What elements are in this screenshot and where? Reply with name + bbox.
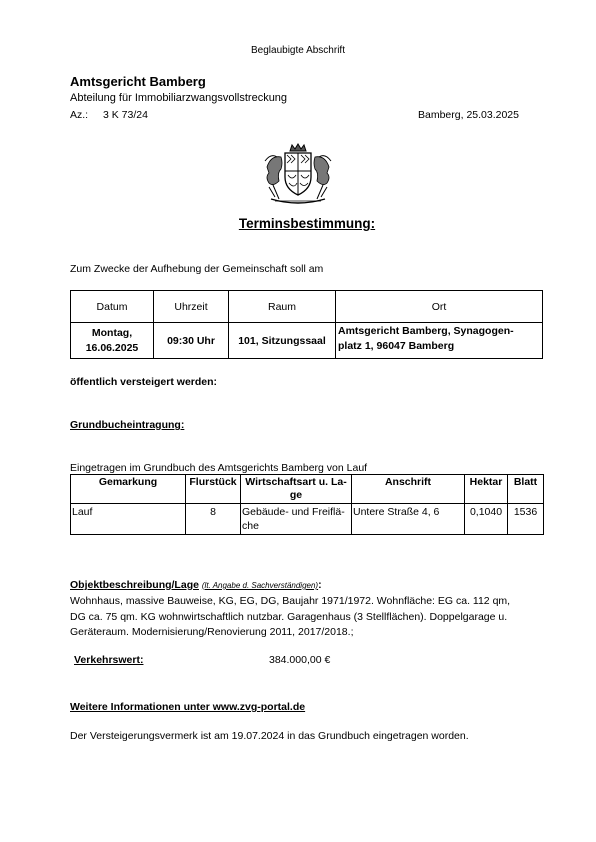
auction-statement: öffentlich versteigert werden: [70, 376, 218, 388]
objekt-heading: Objektbeschreibung/Lage [70, 579, 199, 591]
grundbuch-intro: Eingetragen im Grundbuch des Amtsgerichts Bamberg von Lauf [70, 462, 368, 474]
table-row [71, 504, 544, 535]
case-number-label: Az.: [70, 109, 89, 121]
place-date: Bamberg, 25.03.2025 [418, 109, 519, 121]
grundbuch-header-wirtschaftsart-line1: Wirtschaftsart u. La- [245, 476, 347, 488]
appointment-place [336, 323, 543, 359]
court-name: Amtsgericht Bamberg [70, 74, 206, 89]
objekt-heading-note: (lt. Angabe d. Sachverständigen) [201, 581, 319, 590]
appointment-date-line1: Montag, [91, 326, 133, 339]
objekt-line1: Wohnhaus, massive Bauweise, KG, EG, DG, Baujahr 1971/1972. Wohnfläche: EG ca. 112 qm, [70, 595, 511, 607]
grundbuch-header-wirtschaftsart [241, 475, 352, 504]
objekt-heading-colon: : [318, 579, 322, 591]
verkehrswert-value: 384.000,00 € [269, 654, 331, 666]
bavarian-coat-of-arms-icon [263, 141, 333, 205]
grundbuch-heading: Grundbucheintragung: [70, 419, 185, 431]
grundbuch-header-hektar: Hektar [465, 475, 508, 504]
grundbuch-header-anschrift: Anschrift [352, 475, 465, 504]
grundbuch-header-wirtschaftsart-line2: ge [289, 489, 303, 501]
appointment-header-room: Raum [229, 291, 336, 323]
grundbuch-cell-anschrift: Untere Straße 4, 6 [352, 504, 465, 535]
appointment-place-line2: platz 1, 96047 Bamberg [338, 340, 455, 352]
appointment-header-place: Ort [336, 291, 543, 323]
appointment-room: 101, Sitzungssaal [229, 323, 336, 359]
grundbuch-header-blatt: Blatt [508, 475, 544, 504]
footer-note: Der Versteigerungsvermerk ist am 19.07.2024 in das Grundbuch eingetragen worden. [70, 730, 469, 742]
court-department: Abteilung für Immobiliarzwangsvollstreckung [70, 92, 288, 104]
more-info-link[interactable]: Weitere Informationen unter www.zvg-portal.de [70, 701, 306, 713]
grundbuch-cell-wirtschaftsart-line1: Gebäude- und Freiflä- [242, 506, 345, 518]
appointment-date [71, 323, 154, 359]
appointment-table [70, 290, 543, 359]
grundbuch-cell-wirtschaftsart-line2: che [242, 520, 259, 532]
appointment-time: 09:30 Uhr [154, 323, 229, 359]
grundbuch-cell-blatt: 1536 [508, 504, 544, 535]
appointment-header-date: Datum [71, 291, 154, 323]
verkehrswert-label: Verkehrswert: [74, 654, 144, 666]
grundbuch-cell-hektar: 0,1040 [465, 504, 508, 535]
appointment-place-line1: Amtsgericht Bamberg, Synagogen- [338, 325, 514, 337]
objekt-description [70, 594, 510, 641]
grundbuch-header-gemarkung: Gemarkung [71, 475, 186, 504]
grundbuch-header-flurstueck: Flurstück [186, 475, 241, 504]
objekt-heading-row [70, 579, 322, 591]
certified-copy-label: Beglaubigte Abschrift [251, 45, 345, 56]
grundbuch-table [70, 474, 544, 535]
grundbuch-cell-wirtschaftsart [241, 504, 352, 535]
grundbuch-cell-flurstueck: 8 [186, 504, 241, 535]
intro-text: Zum Zwecke der Aufhebung der Gemeinschaft soll am [70, 263, 324, 275]
grundbuch-cell-gemarkung: Lauf [71, 504, 186, 535]
objekt-line2: DG ca. 75 qm. KG wohnwirtschaftlich nutzbar. Garagenhaus (3 Stellflächen). Doppelgarage u. [70, 610, 508, 623]
case-number: 3 K 73/24 [103, 109, 148, 121]
appointment-date-line2: 16.06.2025 [85, 341, 139, 354]
objekt-line3: Geräteraum. Modernisierung/Renovierung 2011, 2017/2018.; [70, 626, 354, 638]
appointment-header-time: Uhrzeit [154, 291, 229, 323]
page-title: Terminsbestimmung: [238, 216, 376, 231]
